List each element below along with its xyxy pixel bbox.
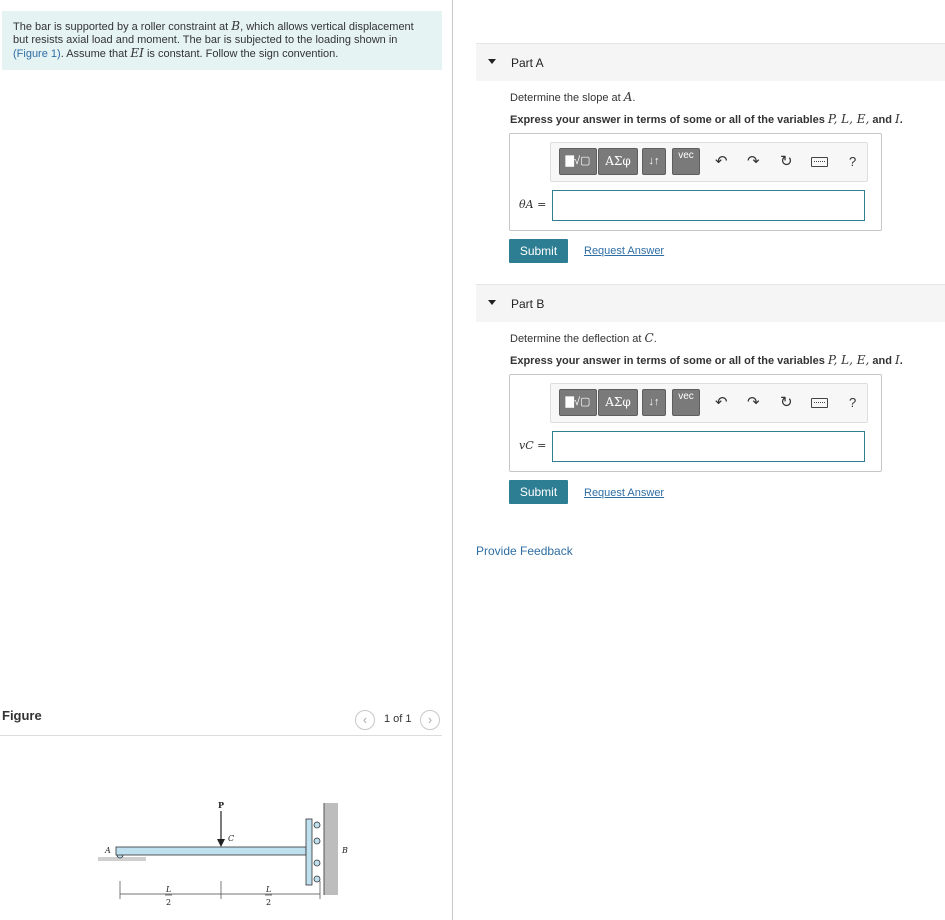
part-a-prompt [510, 90, 635, 104]
roller-b-2 [314, 838, 320, 844]
part-b-instructions [510, 353, 903, 367]
caret-down-icon[interactable] [488, 59, 496, 64]
label-a: A [105, 846, 111, 855]
templates-button[interactable]: ▇√▢ [559, 148, 597, 175]
part-a-instr-end: . [899, 114, 903, 126]
part-b-instr-vars: P, L, E, [827, 353, 870, 367]
dim-label-2-den: 2 [266, 898, 272, 907]
help-button[interactable]: ? [849, 154, 857, 169]
greek-symbols-button[interactable]: ΑΣφ [598, 389, 638, 416]
part-b-prompt-var: C [644, 331, 654, 345]
problem-text-4: is constant. Follow the sign convention. [143, 48, 339, 60]
part-a-request-answer-link[interactable]: Request Answer [584, 245, 665, 257]
redo-icon[interactable]: ↷ [747, 153, 760, 170]
figure-header [0, 705, 442, 736]
problem-text-3: . Assume that [60, 48, 131, 60]
keyboard-icon[interactable] [811, 157, 828, 167]
redo-icon[interactable]: ↷ [747, 394, 760, 411]
figure-link[interactable]: (Figure 1) [13, 48, 61, 60]
part-a-prompt-text: Determine the slope at [510, 92, 624, 104]
vector-button[interactable]: vec [672, 389, 700, 416]
arrows-button[interactable]: ↓↑ [642, 389, 666, 416]
beam-figure [90, 795, 360, 915]
problem-statement [2, 11, 442, 70]
part-a-title: Part A [511, 56, 544, 70]
templates-button[interactable]: ▇√▢ [559, 389, 597, 416]
part-a-instr-text: Express your answer in terms of some or all of the variables [510, 114, 828, 126]
part-a-header[interactable] [476, 43, 945, 81]
roller-b-3 [314, 860, 320, 866]
part-a-instructions [510, 112, 903, 126]
part-b-header[interactable] [476, 284, 945, 322]
part-b-instr-and: and [869, 355, 896, 367]
column-divider [452, 0, 453, 920]
help-button[interactable]: ? [849, 395, 857, 410]
dim-label-1-den: 2 [166, 898, 172, 907]
part-b-request-answer-link[interactable]: Request Answer [584, 487, 665, 499]
provide-feedback-link[interactable]: Provide Feedback [476, 544, 573, 558]
undo-icon[interactable]: ↶ [715, 394, 728, 411]
part-b-instr-end: . [899, 355, 903, 367]
greek-symbols-button[interactable]: ΑΣφ [598, 148, 638, 175]
dim-label-1-num: L [166, 885, 172, 894]
figure-title: Figure [2, 708, 42, 723]
part-a-answer-input[interactable] [552, 190, 865, 221]
roller-b-1 [314, 822, 320, 828]
part-a-instr-last: I [895, 112, 900, 126]
reset-icon[interactable]: ↻ [780, 394, 793, 411]
part-b-prompt [510, 331, 657, 345]
arrows-button[interactable]: ↓↑ [642, 148, 666, 175]
problem-text-1: The bar is supported by a roller constraint at [13, 21, 232, 33]
part-a-instr-and: and [869, 114, 896, 126]
part-b-instr-text: Express your answer in terms of some or all of the variables [510, 355, 828, 367]
problem-var-b: B [231, 19, 241, 33]
part-a-instr-vars: P, L, E, [827, 112, 870, 126]
part-b-answer-input[interactable] [552, 431, 865, 462]
vector-button[interactable]: vec [672, 148, 700, 175]
chevron-right-icon[interactable]: › [420, 710, 440, 730]
label-b: B [342, 846, 348, 855]
part-a-submit-button[interactable]: Submit [509, 239, 568, 263]
part-b-title: Part B [511, 297, 545, 311]
math-toolbar [550, 142, 868, 182]
end-plate-b [306, 819, 312, 885]
part-a-prompt-end: . [632, 92, 636, 104]
load-arrowhead [217, 839, 225, 847]
dim-label-2-num: L [266, 885, 272, 894]
part-a-answer-box [509, 133, 882, 231]
label-c: C [228, 834, 235, 843]
wall [324, 803, 338, 895]
part-b-prompt-end: . [653, 333, 657, 345]
reset-icon[interactable]: ↻ [780, 153, 793, 170]
part-b-submit-button[interactable]: Submit [509, 480, 568, 504]
beam [116, 847, 306, 855]
caret-down-icon[interactable] [488, 300, 496, 305]
problem-text-2: , which allows vertical displacement but resists axial load and moment. The bar is subjected to the loading shown in [13, 21, 414, 46]
part-a-prompt-var: A [623, 90, 633, 104]
undo-icon[interactable]: ↶ [715, 153, 728, 170]
part-b-answer-label: vC = [519, 439, 547, 452]
roller-b-4 [314, 876, 320, 882]
chevron-left-icon[interactable]: ‹ [355, 710, 375, 730]
label-p: P [218, 800, 225, 810]
keyboard-icon[interactable] [811, 398, 828, 408]
problem-panel [0, 0, 452, 920]
part-b-prompt-text: Determine the deflection at [510, 333, 645, 345]
part-b-answer-box [509, 374, 882, 472]
part-a-answer-label: θA = [519, 198, 547, 211]
part-b-instr-last: I [895, 353, 900, 367]
figure-pager-text: 1 of 1 [384, 713, 412, 725]
problem-var-ei: EI [130, 46, 144, 60]
math-toolbar [550, 383, 868, 423]
